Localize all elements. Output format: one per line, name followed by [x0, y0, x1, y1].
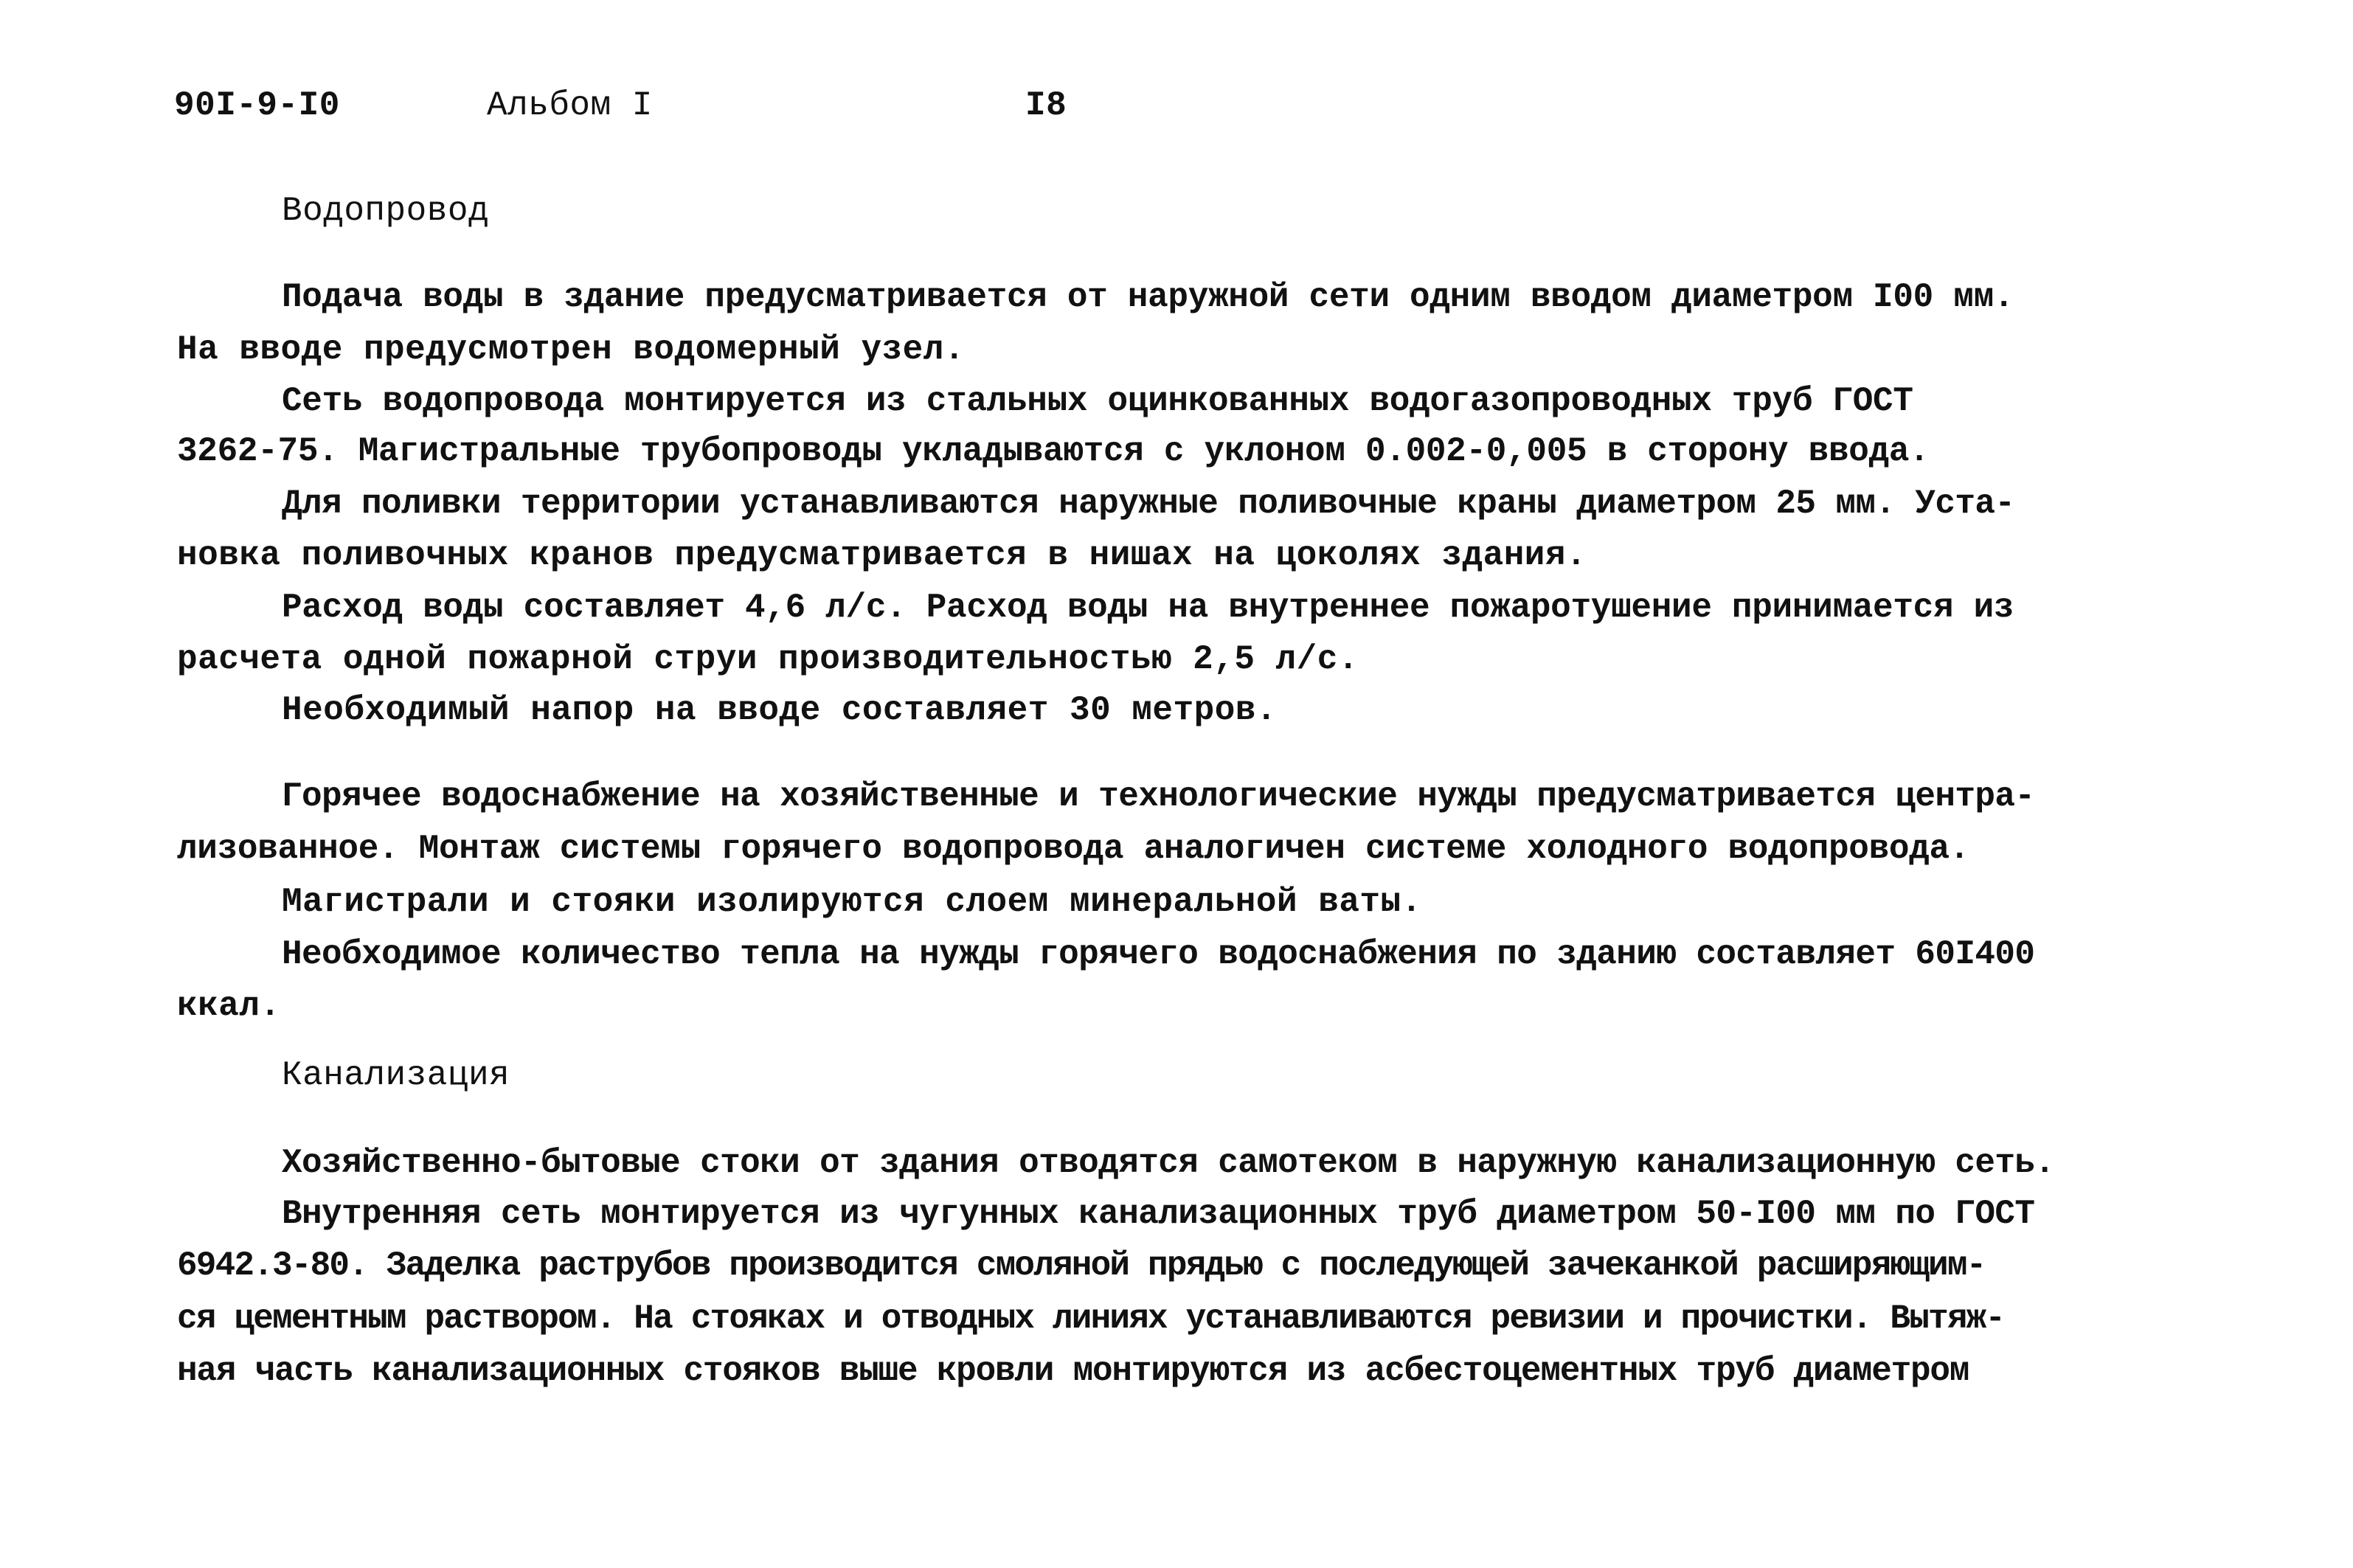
- paragraph-line: лизованное. Монтаж системы горячего водопровода аналогичен системе холодного водопровода.: [177, 830, 1970, 868]
- paragraph-line: ся цементным раствором. На стояках и отводных линиях устанавливаются ревизии и прочистки. Вытяж-: [177, 1300, 2005, 1338]
- album-label: Альбом I: [487, 86, 653, 125]
- paragraph-line: Сеть водопровода монтируется из стальных оцинкованных водогазопроводных труб ГОСТ: [282, 382, 1913, 420]
- paragraph-line: новка поливочных кранов предусматривается в нишах на цоколях здания.: [177, 536, 1587, 575]
- paragraph-line: Магистрали и стояки изолируются слоем минеральной ваты.: [282, 883, 1422, 921]
- paragraph-line: На вводе предусмотрен водомерный узел.: [177, 330, 965, 369]
- document-code: 90I-9-I0: [174, 86, 340, 125]
- paragraph-line: 3262-75. Магистральные трубопроводы укладываются с уклоном 0.002-0,005 в сторону ввода.: [177, 432, 1930, 471]
- paragraph-line: Хозяйственно-бытовые стоки от здания отводятся самотеком в наружную канализационную сеть.: [282, 1144, 2055, 1182]
- paragraph-line: расчета одной пожарной струи производительностью 2,5 л/с.: [177, 640, 1359, 679]
- paragraph-line: Расход воды составляет 4,6 л/с. Расход воды на внутреннее пожаротушение принимается из: [282, 589, 2014, 627]
- paragraph-line: Горячее водоснабжение на хозяйственные и технологические нужды предусматривается центра-: [282, 777, 2035, 816]
- paragraph-line: Подача воды в здание предусматривается от наружной сети одним вводом диаметром I00 мм.: [282, 278, 2014, 316]
- paragraph-line: 6942.3-80. Заделка раструбов производится смоляной прядью с последующей зачеканкой расширяющим-: [177, 1246, 1986, 1285]
- section-title-sewerage: Канализация: [282, 1056, 510, 1095]
- page-number: I8: [1025, 86, 1067, 125]
- section-title-water-supply: Водопровод: [282, 192, 490, 230]
- paragraph-line: Внутренняя сеть монтируется из чугунных канализационных труб диаметром 50-I00 мм по ГОСТ: [282, 1195, 2035, 1233]
- paragraph-line: Необходимое количество тепла на нужды горячего водоснабжения по зданию составляет 60I400: [282, 935, 2035, 974]
- paragraph-line: ная часть канализационных стояков выше кровли монтируются из асбестоцементных труб диаметром: [177, 1352, 1969, 1390]
- paragraph-line: Для поливки территории устанавливаются наружные поливочные краны диаметром 25 мм. Уста-: [282, 485, 2015, 523]
- paragraph-line: ккал.: [177, 987, 281, 1025]
- paragraph-line: Необходимый напор на вводе составляет 30 метров.: [282, 691, 1278, 729]
